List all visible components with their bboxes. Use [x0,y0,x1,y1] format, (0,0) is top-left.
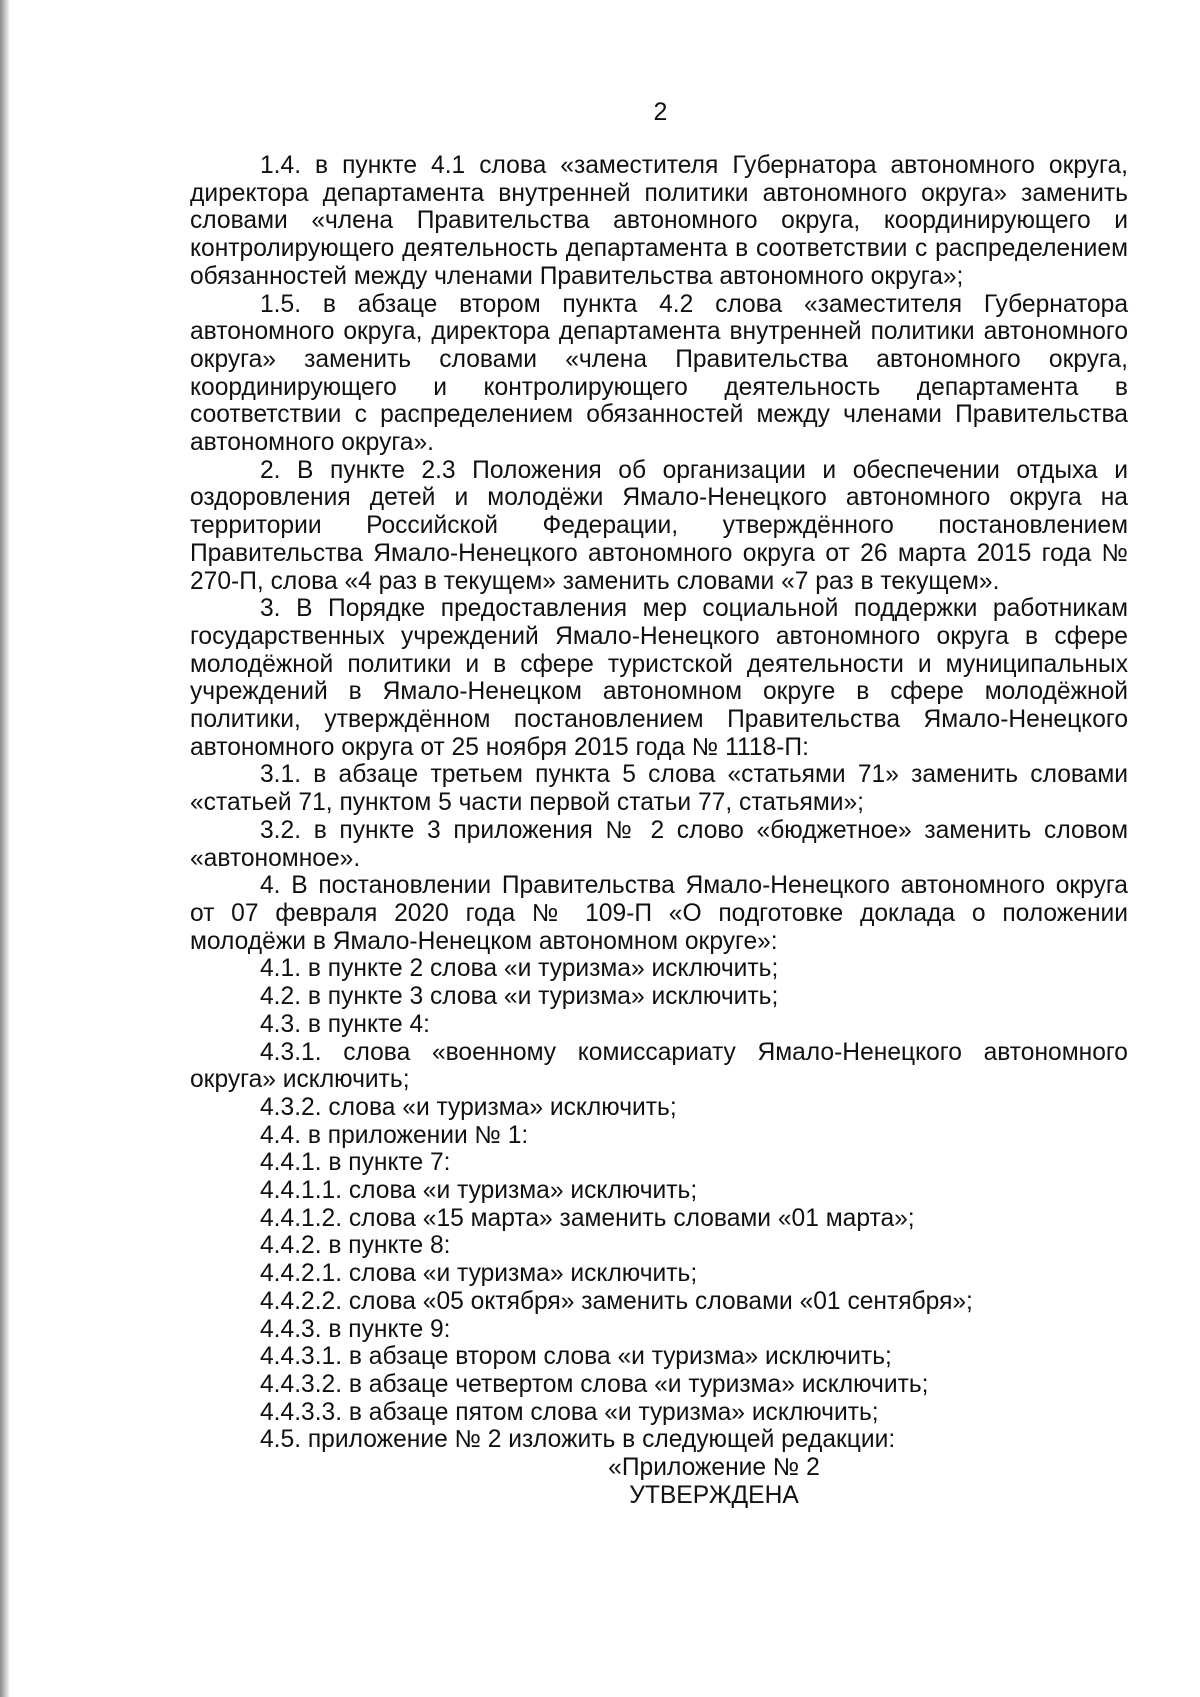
paragraph-4-3-1: 4.3.1. слова «военному комиссариату Ямало-Ненецкого автономного округа» исключить; [190,1038,1128,1094]
paragraph-4-4-3-1: 4.4.3.1. в абзаце втором слова «и туризма» исключить; [260,1343,892,1371]
paragraph-3-1: 3.1. в абзаце третьем пункта 5 слова «статьями 71» заменить словами «статьей 71, пунктом 5 части первой статьи 77, статьями»; [190,761,1128,817]
paragraph-4-3-2: 4.3.2. слова «и туризма» исключить; [260,1093,677,1121]
paragraph-4-4-1-2: 4.4.1.2. слова «15 марта» заменить словами «01 марта»; [260,1204,915,1232]
paragraph-4-3: 4.3. в пункте 4: [260,1010,430,1038]
paragraph-3-2: 3.2. в пункте 3 приложения № 2 слово «бюджетное» заменить словом «автономное». [190,816,1128,872]
paragraph-4-1: 4.1. в пункте 2 слова «и туризма» исключить; [260,955,779,983]
scan-edge-strip [0,0,9,1697]
appendix-approved: УТВЕРЖДЕНА [629,1481,799,1509]
paragraph-2: 2. В пункте 2.3 Положения об организации и обеспечении отдыха и оздоровления детей и молодёжи Ямало-Ненецкого автономного округа на территории Российской Федерации, утверждённого постановлением Правительства Ямало-Ненецкого автономного округа от 26 марта 2015 года № 270-П, слова «4 раз в текущем» заменить словами «7 раз в текущем». [190,456,1128,595]
document-body [190,152,1128,1509]
appendix-title: «Приложение № 2 [608,1454,820,1482]
paragraph-4-4: 4.4. в приложении № 1: [260,1121,529,1149]
paragraph-4-4-2-2: 4.4.2.2. слова «05 октября» заменить словами «01 сентября»; [260,1287,973,1315]
paragraph-4-4-3-3: 4.4.3.3. в абзаце пятом слова «и туризма» исключить; [260,1398,879,1426]
paragraph-4-4-3: 4.4.3. в пункте 9: [260,1315,451,1343]
paragraph-4-5: 4.5. приложение № 2 изложить в следующей редакции: [260,1426,896,1454]
paragraph-4-4-1: 4.4.1. в пункте 7: [260,1149,451,1177]
paragraph-4: 4. В постановлении Правительства Ямало-Ненецкого автономного округа от 07 февраля 2020 года № 109-П «О подготовке доклада о положении молодёжи в Ямало-Ненецком автономном округе»: [190,872,1128,955]
paragraph-4-4-2-1: 4.4.2.1. слова «и туризма» исключить; [260,1260,698,1288]
paragraph-1-4: 1.4. в пункте 4.1 слова «заместителя Губернатора автономного округа, директора департамента внутренней политики автономного округа» заменить словами «члена Правительства автономного округа, координирующего и контролирующего деятельность департамента в соответствии с распределением обязанностей между членами Правительства автономного округа»; [190,152,1128,290]
paragraph-4-2: 4.2. в пункте 3 слова «и туризма» исключить; [260,983,779,1011]
paragraph-4-4-2: 4.4.2. в пункте 8: [260,1232,451,1260]
paragraph-4-4-1-1: 4.4.1.1. слова «и туризма» исключить; [260,1177,698,1205]
paragraph-4-4-3-2: 4.4.3.2. в абзаце четвертом слова «и туризма» исключить; [260,1370,929,1398]
paragraph-3: 3. В Порядке предоставления мер социальной поддержки работникам государственных учреждений Ямало-Ненецкого автономного округа в сфере молодёжной политики и в сфере туристской деятельности и муниципальных учреждений в Ямало-Ненецком автономном округе в сфере молодёжной политики, утверждённом постановлением Правительства Ямало-Ненецкого автономного округа от 25 ноября 2015 года № 1118-П: [190,595,1128,761]
paragraph-1-5: 1.5. в абзаце втором пункта 4.2 слова «заместителя Губернатора автономного округа, директора департамента внутренней политики автономного округа» заменить словами «члена Правительства автономного округа, координирующего и контролирующего деятельность департамента в соответствии с распределением обязанностей между членами Правительства автономного округа». [190,290,1128,457]
page-number: 2 [653,98,668,126]
